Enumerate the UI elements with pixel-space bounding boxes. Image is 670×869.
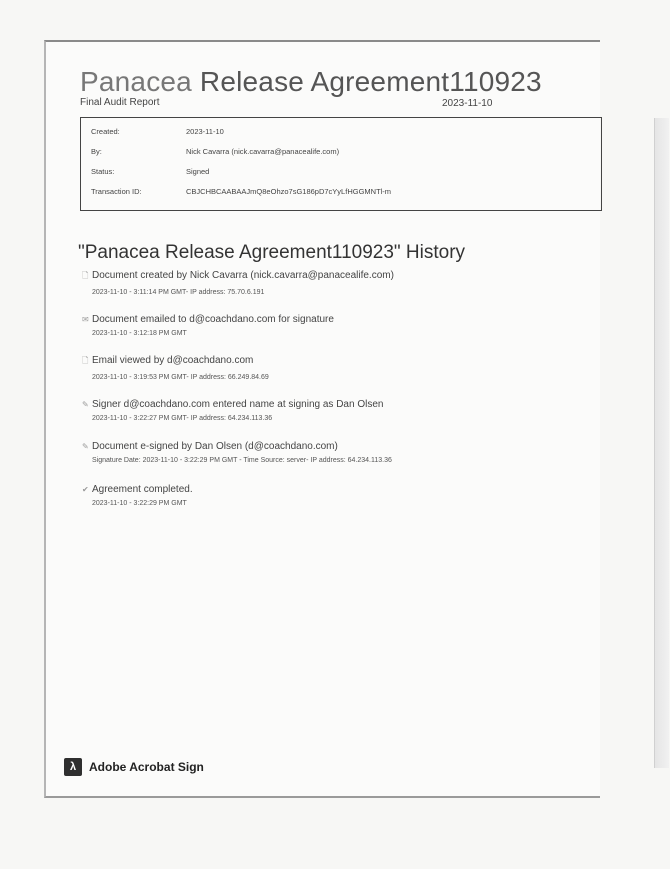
info-row-status: [91, 167, 209, 176]
info-row-created: [91, 127, 224, 136]
signer-icon: ✎: [82, 400, 89, 409]
history-event: [82, 314, 334, 337]
info-value: CBJCHBCAABAAJmQ8eOhzo7sG186pD7cYyLfHGGMNTl-m: [186, 187, 392, 196]
report-date: 2023-11-10: [442, 98, 493, 109]
document-title: [80, 66, 542, 98]
info-label: Transaction ID:: [91, 187, 142, 196]
adobe-acrobat-sign-logo: [64, 758, 204, 776]
title-part-2: Release Agreement110923: [191, 66, 542, 97]
email-icon: ✉: [82, 315, 89, 324]
event-text: Document emailed to d@coachdano.com for signature: [92, 314, 334, 325]
signature-icon: ✎: [82, 442, 89, 451]
info-label: Created:: [91, 127, 120, 136]
report-subtitle: Final Audit Report: [80, 97, 160, 108]
history-title: "Panacea Release Agreement110923" History: [78, 242, 466, 263]
info-value: Signed: [186, 167, 210, 176]
view-icon: 🗋: [82, 356, 89, 365]
history-event: [82, 484, 193, 507]
event-detail: 2023-11-10 - 3:11:14 PM GMT- IP address: 75.70.6.191: [92, 289, 265, 296]
document-icon: 🗋: [82, 271, 89, 280]
event-text: Agreement completed.: [92, 484, 193, 495]
event-text: Signer d@coachdano.com entered name at signing as Dan Olsen: [92, 399, 384, 410]
event-text: Document created by Nick Cavarra (nick.cavarra@panacealife.com): [92, 270, 394, 281]
title-part-1: Panacea: [80, 66, 192, 97]
history-event: [82, 399, 383, 422]
info-label: Status:: [91, 167, 115, 176]
event-detail: 2023-11-10 - 3:22:27 PM GMT- IP address: 64.234.113.36: [92, 415, 273, 422]
info-value: Nick Cavarra (nick.cavarra@panacealife.com): [186, 147, 340, 156]
event-text: Document e-signed by Dan Olsen (d@coachdano.com): [92, 441, 338, 452]
event-detail: 2023-11-10 - 3:12:18 PM GMT: [92, 330, 187, 337]
info-row-by: [91, 147, 339, 156]
event-detail: 2023-11-10 - 3:22:29 PM GMT: [92, 500, 187, 507]
audit-report-page: [44, 40, 600, 798]
logo-text: Adobe Acrobat Sign: [89, 760, 204, 774]
summary-box: [80, 117, 602, 211]
info-value: 2023-11-10: [186, 127, 224, 136]
info-label: By:: [91, 147, 102, 156]
check-icon: ✔: [82, 485, 89, 494]
history-event: [82, 441, 392, 464]
event-detail: Signature Date: 2023-11-10 - 3:22:29 PM GMT - Time Source: server- IP address: 64.234.113.36: [92, 457, 392, 464]
event-detail: 2023-11-10 - 3:19:53 PM GMT- IP address: 66.249.84.69: [92, 374, 269, 381]
event-text: Email viewed by d@coachdano.com: [92, 355, 254, 366]
history-event: [82, 270, 394, 296]
info-row-transaction-id: [91, 187, 391, 196]
acrobat-icon: λ: [64, 758, 82, 776]
history-event: [82, 355, 269, 381]
next-page-edge: [654, 118, 669, 768]
